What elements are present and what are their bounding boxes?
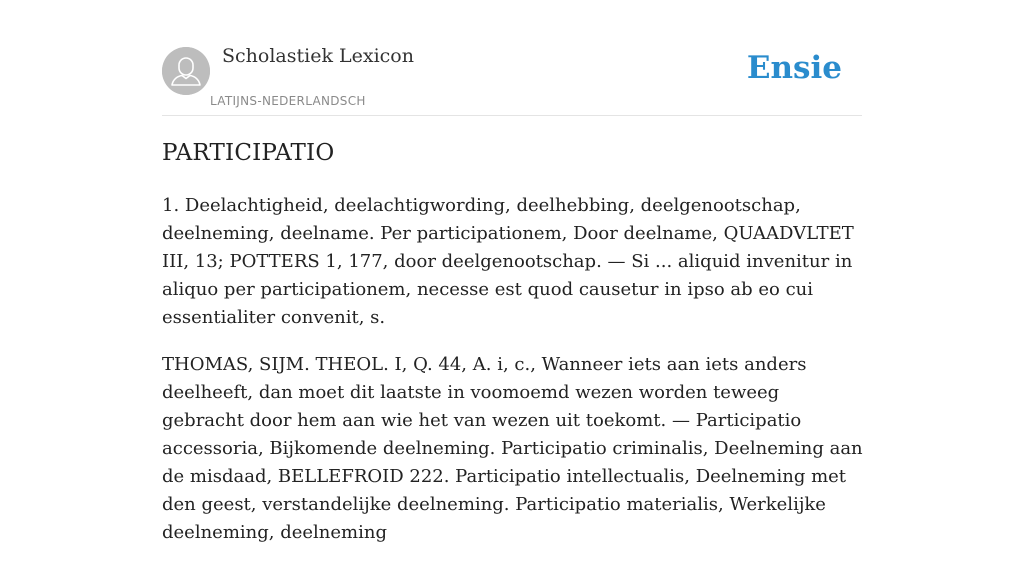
entry-body xyxy=(162,192,864,566)
content-container xyxy=(162,0,863,543)
ensie-logo-link[interactable]: Ensie xyxy=(746,50,842,86)
user-silhouette-icon xyxy=(162,47,210,95)
entry-paragraph: THOMAS, SIJM. THEOL. I, Q. 44, A. i, c., Wanneer iets aan iets anders deelheeft, dan moet dit laatste in voomoemd wezen worden teweeg gebracht door hem aan wie het van wezen uit toekomt. — Participatio accessoria, Bijkomende deelneming. Participatio criminalis, Deelneming aan de misdaad, BELLEFROID 222. Participatio intellectualis, Deelneming met den geest, verstandelijke deelneming. Participatio materialis, Werkelijke deelneming, deelneming xyxy=(162,354,863,543)
entry-title: PARTICIPATIO xyxy=(162,140,335,166)
source-title[interactable]: Scholastiek Lexicon xyxy=(222,45,414,67)
source-avatar[interactable] xyxy=(162,47,210,95)
entry-header xyxy=(162,0,862,116)
entry-paragraph: 1. Deelachtigheid, deelachtigwording, deelhebbing, deelgenootschap, deelneming, deelname. Per participationem, Door deelname, QUAADVLTET III, 13; POTTERS 1, 177, door deelgenootschap. — Si ... aliquid invenitur in aliquo per participationem, necesse est quod causetur in ipso ab eo cui essentialiter convenit, s. xyxy=(162,195,854,328)
source-subtitle: LATIJNS-NEDERLANDSCH xyxy=(210,94,366,108)
